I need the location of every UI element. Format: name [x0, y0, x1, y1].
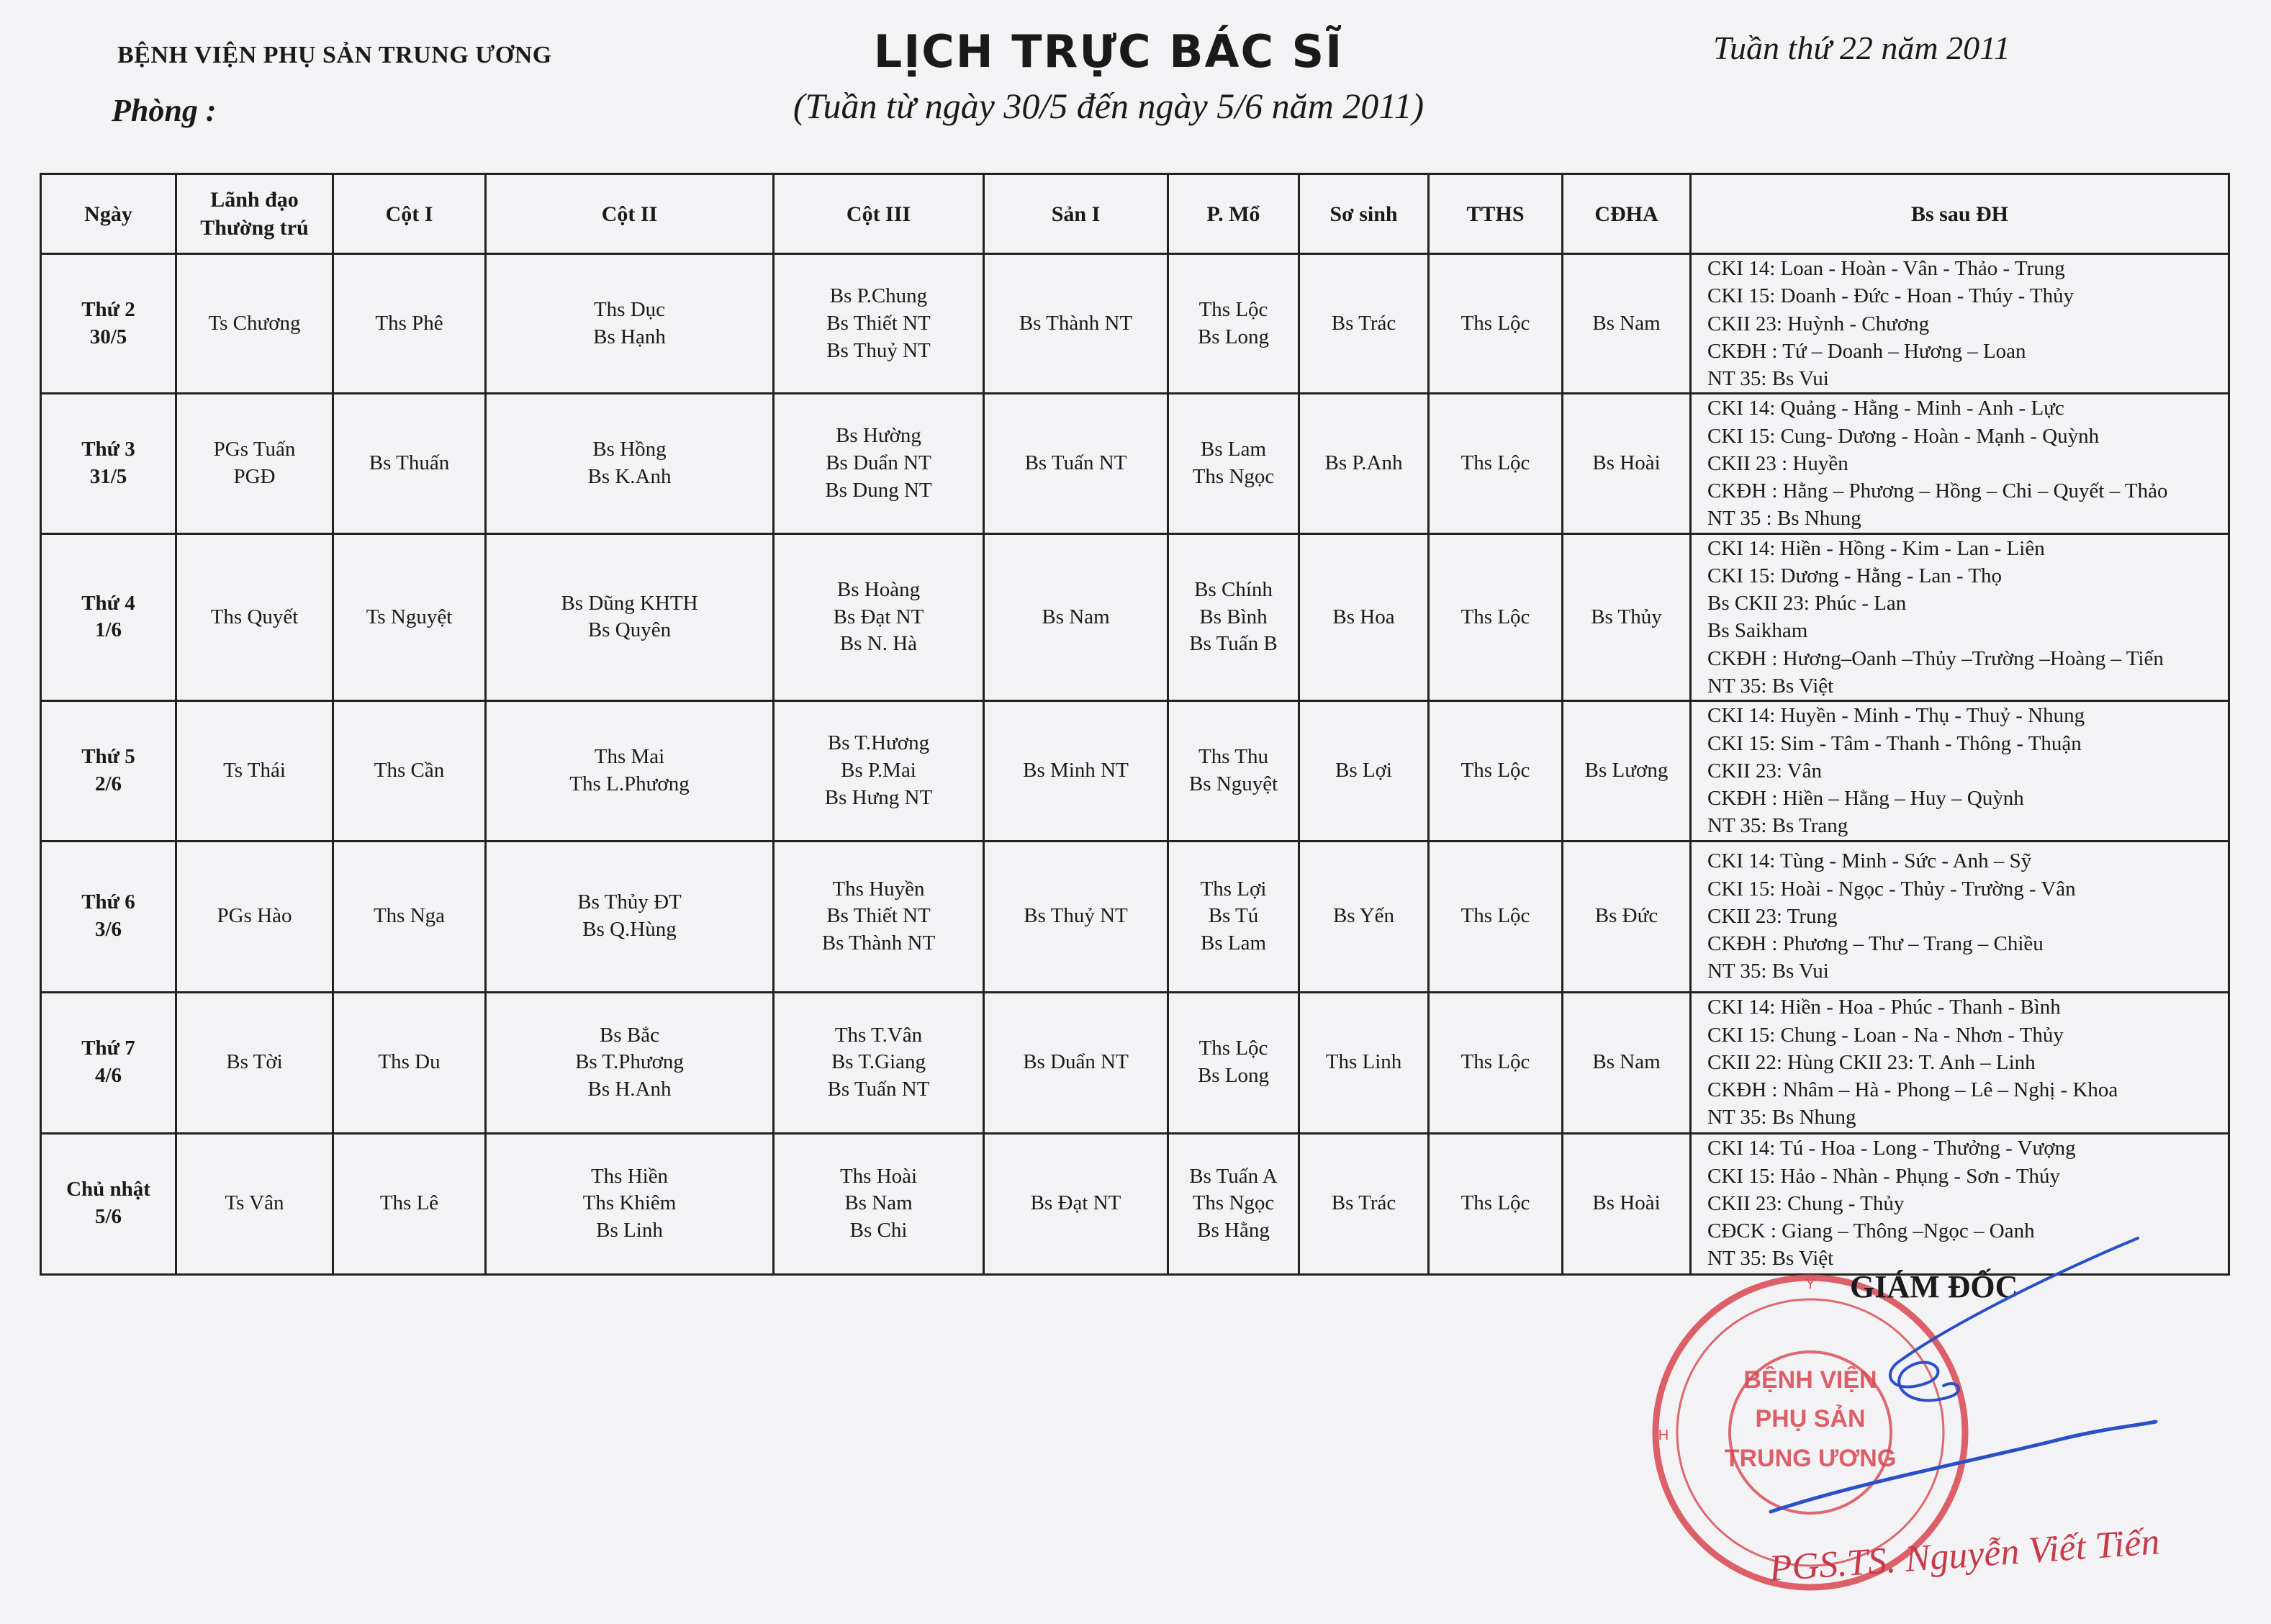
cell-cot1-line: Ts Nguyệt: [366, 605, 453, 628]
cell-pmo-line: Bs Chính: [1194, 577, 1273, 601]
post-grad-cell-line: CKI 15: Hảo - Nhàn - Phụng - Sơn - Thúy: [1707, 1164, 2061, 1188]
cell-cot2: [486, 533, 774, 701]
cell-cdha-line: Bs Nam: [1592, 311, 1661, 335]
cell-lanh-dao: [176, 254, 333, 394]
cell-cot1: [333, 533, 486, 701]
post-grad-cell-line: Bs Saikham: [1707, 619, 1808, 643]
cell-pmo: [1168, 394, 1299, 533]
cell-cot2-line: Bs T.Phương: [575, 1050, 684, 1074]
post-grad-cell-line: CKĐH : Hương–Oanh –Thủy –Trường –Hoàng – Tiến: [1707, 646, 2164, 670]
cell-cot2: [486, 701, 774, 841]
col-header-sosinh: Sơ sinh: [1299, 174, 1429, 254]
cell-pmo: [1168, 254, 1299, 394]
director-title: GIÁM ĐỐC: [1850, 1269, 2018, 1304]
cell-cot2: [486, 254, 774, 394]
cell-cot1-line: Bs Thuấn: [369, 451, 450, 475]
schedule-body: [41, 254, 2229, 1275]
cell-pmo-line: Bs Hằng: [1197, 1218, 1270, 1242]
cell-pmo-line: Bs Bình: [1199, 605, 1268, 628]
post-grad-cell-line: CKĐH : Phương – Thư – Trang – Chiều: [1707, 932, 2044, 956]
table-row: [41, 841, 2229, 992]
cell-cot2-line: Ths Khiêm: [582, 1191, 677, 1215]
cell-tths: [1429, 533, 1563, 701]
stamp-line-1: BỆNH VIỆN: [1743, 1366, 1877, 1394]
col-header-cot1: Cột I: [333, 174, 486, 254]
cell-tths: [1429, 254, 1563, 394]
col-header-bs-sau-dh: Bs sau ĐH: [1691, 174, 2229, 254]
cell-pmo-line: Bs Nguyệt: [1188, 772, 1278, 795]
cell-cdha: [1563, 254, 1691, 394]
cell-pmo-line: Bs Tú: [1208, 904, 1259, 928]
cell-cot1: [333, 394, 486, 533]
post-grad-cell-line: CKĐH : Hiền – Hằng – Huy – Quỳnh: [1707, 787, 2024, 811]
cell-san1-line: Bs Thuỷ NT: [1024, 904, 1128, 928]
post-grad-cell-line: NT 35 : Bs Nhung: [1707, 507, 1861, 531]
cell-cdha: [1563, 841, 1691, 992]
cell-cot2-line: Bs Quyên: [587, 618, 672, 642]
cell-sosinh: [1299, 992, 1429, 1133]
cell-tths-line: Ths Lộc: [1460, 1191, 1530, 1215]
post-grad-cell-line: CKI 15: Doanh - Đức - Hoan - Thúy - Thủy: [1707, 284, 2074, 308]
post-grad-cell-line: CKII 23: Trung: [1707, 904, 1838, 928]
cell-cot1: [333, 841, 486, 992]
day-cell-line: 4/6: [94, 1064, 122, 1088]
cell-pmo-line: Ths Lộc: [1198, 297, 1268, 321]
cell-san1-line: Bs Minh NT: [1023, 759, 1129, 782]
cell-lanh-dao-line: Bs Tời: [226, 1050, 283, 1074]
cell-cdha-line: Bs Nam: [1592, 1050, 1661, 1074]
cell-cdha: [1563, 394, 1691, 533]
cell-lanh-dao-line: PGĐ: [233, 464, 276, 488]
post-grad-cell: [1691, 992, 2229, 1133]
post-grad-cell-line: CKII 23: Huỳnh - Chương: [1707, 312, 1930, 335]
svg-text:Y: Y: [1805, 1276, 1815, 1292]
cell-san1-line: Bs Tuấn NT: [1024, 451, 1127, 475]
cell-cot2-line: Ths Hiền: [590, 1164, 669, 1188]
handwritten-signature: [1713, 1224, 2159, 1533]
cell-cot3-line: Bs Tuấn NT: [827, 1077, 930, 1101]
post-grad-cell-line: Bs CKII 23: Phúc - Lan: [1707, 592, 1907, 615]
day-cell-line: 30/5: [89, 325, 127, 348]
cell-lanh-dao: [176, 701, 333, 841]
hospital-name: BỆNH VIỆN PHỤ SẢN TRUNG ƯƠNG: [117, 42, 552, 68]
cell-sosinh: [1299, 1133, 1429, 1274]
cell-san1-line: Bs Thành NT: [1019, 311, 1133, 335]
cell-san1-line: Bs Nam: [1042, 605, 1110, 628]
cell-cot3-line: Bs Chi: [849, 1218, 908, 1242]
cell-cot3-line: Bs Hường: [836, 424, 921, 448]
cell-tths-line: Ths Lộc: [1460, 904, 1530, 928]
cell-lanh-dao: [176, 841, 333, 992]
cell-lanh-dao: [176, 394, 333, 533]
post-grad-cell-line: CKI 15: Chung - Loan - Na - Nhơn - Thủy: [1707, 1023, 2064, 1047]
col-header-ngay: Ngày: [41, 174, 176, 254]
post-grad-cell-line: NT 35: Bs Vui: [1707, 367, 1829, 391]
day-cell: [41, 1133, 176, 1274]
col-header-cot2: Cột II: [486, 174, 774, 254]
cell-lanh-dao-line: Ths Quyết: [210, 605, 299, 628]
cell-cdha-line: Bs Thủy: [1591, 605, 1662, 628]
table-row: [41, 254, 2229, 394]
cell-cot2-line: Bs Dũng KHTH: [561, 591, 698, 615]
cell-cot3-line: Bs Nam: [844, 1191, 913, 1215]
week-label: Tuần thứ 22 năm 2011: [1713, 30, 2010, 66]
post-grad-cell-line: NT 35: Bs Trang: [1707, 814, 1848, 838]
post-grad-cell-line: NT 35: Bs Việt: [1707, 1247, 1834, 1271]
table-row: [41, 533, 2229, 701]
cell-tths-line: Ths Lộc: [1460, 1050, 1530, 1074]
cell-sosinh-line: Bs P.Anh: [1324, 451, 1403, 475]
cell-cot3: [774, 701, 984, 841]
cell-lanh-dao-line: PGs Tuấn: [213, 438, 296, 461]
cell-sosinh: [1299, 841, 1429, 992]
cell-cot2-line: Bs Bắc: [600, 1023, 659, 1047]
cell-cot2-line: Bs Thủy ĐT: [577, 890, 682, 914]
cell-cot3-line: Bs Thiết NT: [826, 904, 931, 928]
cell-sosinh-line: Ths Linh: [1325, 1050, 1402, 1074]
cell-cot1-line: Ths Nga: [373, 904, 446, 928]
cell-pmo-line: Ths Ngọc: [1192, 1191, 1275, 1215]
cell-san1-line: Bs Đạt NT: [1030, 1191, 1121, 1215]
cell-lanh-dao-line: PGs Hào: [217, 904, 292, 928]
page-title: LỊCH TRỰC BÁC SĨ: [873, 25, 1344, 78]
cell-san1: [984, 701, 1168, 841]
stamp-line-3: TRUNG ƯƠNG: [1724, 1444, 1897, 1472]
cell-sosinh: [1299, 394, 1429, 533]
cell-cot2: [486, 394, 774, 533]
cell-sosinh-line: Bs Trác: [1331, 1191, 1396, 1215]
page-subtitle: (Tuần từ ngày 30/5 đến ngày 5/6 năm 2011): [793, 86, 1425, 126]
cell-pmo: [1168, 533, 1299, 701]
post-grad-cell: [1691, 533, 2229, 701]
room-label: Phòng :: [112, 93, 217, 128]
cell-cot3-line: Ths T.Vân: [834, 1023, 923, 1047]
col-header-cdha: CĐHA: [1563, 174, 1691, 254]
post-grad-cell-line: CKII 22: Hùng CKII 23: T. Anh – Linh: [1707, 1050, 2036, 1074]
cell-cot2-line: Bs H.Anh: [587, 1077, 672, 1101]
signer-name: PGS.TS. Nguyễn Viết Tiến: [1767, 1521, 2162, 1590]
cell-tths-line: Ths Lộc: [1460, 311, 1530, 335]
cell-cot2-line: Bs Hồng: [592, 438, 667, 461]
cell-cot1-line: Ths Du: [378, 1050, 441, 1074]
cell-cdha: [1563, 1133, 1691, 1274]
cell-cot1: [333, 701, 486, 841]
cell-lanh-dao: [176, 533, 333, 701]
table-row: [41, 992, 2229, 1133]
cell-san1: [984, 841, 1168, 992]
cell-san1: [984, 254, 1168, 394]
post-grad-cell-line: CKI 14: Quảng - Hằng - Minh - Anh - Lực: [1707, 397, 2064, 420]
col-header-pmo: P. Mổ: [1168, 174, 1299, 254]
post-grad-cell: [1691, 254, 2229, 394]
cell-cot2-line: Ths Mai: [594, 745, 665, 769]
cell-sosinh-line: Bs Hoa: [1332, 605, 1395, 628]
cell-cot3-line: Bs Thành NT: [821, 931, 936, 955]
table-row: [41, 701, 2229, 841]
cell-cot3: [774, 533, 984, 701]
post-grad-cell-line: CKĐH : Tứ – Doanh – Hương – Loan: [1707, 339, 2026, 363]
post-grad-cell-line: CKI 15: Hoài - Ngọc - Thủy - Trường - Vân: [1707, 877, 2076, 901]
cell-pmo-line: Bs Long: [1197, 1064, 1270, 1088]
post-grad-cell-line: CKI 14: Loan - Hoàn - Vân - Thảo - Trung: [1707, 257, 2065, 280]
day-cell: [41, 841, 176, 992]
post-grad-cell-line: NT 35: Bs Nhung: [1707, 1106, 1856, 1129]
post-grad-cell-line: CKĐH : Nhâm – Hà - Phong – Lê – Nghị - Khoa: [1707, 1078, 2118, 1102]
cell-sosinh: [1299, 254, 1429, 394]
post-grad-cell-line: CKI 14: Tú - Hoa - Long - Thưởng - Vượng: [1707, 1137, 2076, 1160]
post-grad-cell-line: NT 35: Bs Vui: [1707, 960, 1829, 983]
cell-pmo: [1168, 1133, 1299, 1274]
post-grad-cell-line: CKI 14: Hiền - Hoa - Phúc - Thanh - Bình: [1707, 996, 2061, 1019]
cell-lanh-dao-line: Ts Thái: [223, 759, 286, 782]
cell-sosinh: [1299, 701, 1429, 841]
cell-cot3: [774, 394, 984, 533]
day-cell-line: 3/6: [94, 918, 122, 942]
cell-cdha-line: Bs Hoài: [1592, 1191, 1661, 1215]
cell-cdha-line: Bs Đức: [1594, 904, 1658, 928]
cell-tths: [1429, 394, 1563, 533]
cell-cot1: [333, 1133, 486, 1274]
cell-cot1-line: Ths Phê: [375, 311, 443, 335]
cell-cot3: [774, 1133, 984, 1274]
cell-pmo-line: Ths Lợi: [1200, 877, 1267, 901]
cell-tths: [1429, 992, 1563, 1133]
post-grad-cell-line: CĐCK : Giang – Thông –Ngọc – Oanh: [1707, 1219, 2035, 1243]
cell-sosinh-line: Bs Yến: [1332, 904, 1395, 928]
cell-cot3: [774, 841, 984, 992]
cell-tths-line: Ths Lộc: [1460, 759, 1530, 782]
col-header-lanh-dao: [176, 174, 333, 254]
svg-text:H: H: [1658, 1427, 1669, 1443]
cell-cdha: [1563, 533, 1691, 701]
cell-cot2-line: Bs Hạnh: [593, 325, 666, 348]
cell-cot3-line: Bs Hoàng: [836, 577, 921, 601]
cell-pmo-line: Ths Thu: [1198, 745, 1268, 769]
cell-san1: [984, 992, 1168, 1133]
cell-cot3-line: Bs P.Chung: [829, 284, 928, 308]
cell-san1: [984, 1133, 1168, 1274]
cell-cot2-line: Ths L.Phương: [569, 772, 690, 795]
cell-cdha: [1563, 701, 1691, 841]
post-grad-cell: [1691, 394, 2229, 533]
post-grad-cell-line: CKI 14: Huyền - Minh - Thụ - Thuỷ - Nhung: [1707, 704, 2085, 728]
cell-pmo-line: Ths Lộc: [1198, 1037, 1268, 1060]
day-cell-line: Thứ 3: [81, 438, 135, 461]
cell-cot2-line: Bs Linh: [596, 1218, 663, 1242]
day-cell-line: Thứ 7: [81, 1037, 135, 1060]
day-cell-line: Thứ 5: [81, 745, 135, 769]
cell-lanh-dao-line: Ts Chương: [208, 311, 301, 335]
cell-cot2: [486, 992, 774, 1133]
cell-cot3: [774, 254, 984, 394]
cell-cot1-line: Ths Lê: [379, 1191, 439, 1215]
post-grad-cell-line: NT 35: Bs Việt: [1707, 674, 1834, 698]
post-grad-cell-line: CKII 23 : Huyền: [1707, 451, 1848, 475]
post-grad-cell-line: CKII 23: Chung - Thủy: [1707, 1191, 1905, 1215]
day-cell-line: 5/6: [94, 1205, 122, 1229]
col-header-san1: Sản I: [984, 174, 1168, 254]
cell-cot3-line: Bs Thiết NT: [826, 311, 931, 335]
cell-sosinh: [1299, 533, 1429, 701]
cell-cot1-line: Ths Cần: [374, 759, 445, 782]
cell-pmo-line: Bs Lam: [1200, 931, 1267, 955]
cell-cot2: [486, 1133, 774, 1274]
cell-cot3-line: Bs Đạt NT: [833, 605, 924, 628]
post-grad-cell-line: CKI 15: Cung- Dương - Hoàn - Mạnh - Quỳnh: [1707, 424, 2100, 448]
cell-cot3-line: Bs Hưng NT: [824, 785, 933, 809]
cell-tths: [1429, 1133, 1563, 1274]
cell-tths: [1429, 841, 1563, 992]
cell-cot3-line: Bs Thuỷ NT: [826, 338, 931, 362]
cell-cot3-line: Bs Duẩn NT: [826, 451, 931, 475]
cell-cot3-line: Bs Dung NT: [825, 478, 932, 502]
table-row: [41, 394, 2229, 533]
post-grad-cell-line: CKI 15: Sim - Tâm - Thanh - Thông - Thuận: [1707, 731, 2082, 755]
cell-lanh-dao-line: Ts Vân: [225, 1191, 284, 1215]
cell-cot3: [774, 992, 984, 1133]
col-header-cot3: Cột III: [774, 174, 984, 254]
cell-cdha: [1563, 992, 1691, 1133]
day-cell: [41, 254, 176, 394]
post-grad-cell-line: CKII 23: Vân: [1707, 759, 1822, 782]
day-cell: [41, 533, 176, 701]
cell-tths: [1429, 701, 1563, 841]
cell-pmo-line: Bs Long: [1197, 325, 1270, 348]
cell-tths-line: Ths Lộc: [1460, 451, 1530, 475]
cell-cot3-line: Ths Hoài: [839, 1164, 918, 1188]
day-cell: [41, 701, 176, 841]
post-grad-cell-line: CKĐH : Hằng – Phương – Hồng – Chi – Quyết – Thảo: [1707, 479, 2168, 503]
post-grad-cell: [1691, 701, 2229, 841]
cell-tths-line: Ths Lộc: [1460, 605, 1530, 628]
cell-pmo-line: Bs Tuấn B: [1189, 632, 1278, 656]
day-cell-line: Thứ 6: [81, 890, 135, 914]
cell-cot2: [486, 841, 774, 992]
cell-lanh-dao: [176, 1133, 333, 1274]
cell-cot3-line: Bs T.Giang: [831, 1050, 926, 1074]
cell-cot1: [333, 992, 486, 1133]
cell-pmo-line: Bs Tuấn A: [1189, 1164, 1278, 1188]
cell-cot3-line: Bs P.Mai: [841, 759, 916, 782]
cell-cot2-line: Bs Q.Hùng: [582, 918, 677, 942]
post-grad-cell-line: CKI 14: Tùng - Minh - Sức - Anh – Sỹ: [1707, 849, 2032, 873]
cell-cot3-line: Bs N. Hà: [839, 632, 918, 656]
cell-san1-line: Bs Duẩn NT: [1023, 1050, 1129, 1074]
cell-pmo: [1168, 841, 1299, 992]
cell-san1: [984, 533, 1168, 701]
post-grad-cell: [1691, 841, 2229, 992]
day-cell-line: 2/6: [94, 772, 122, 795]
cell-san1: [984, 394, 1168, 533]
cell-sosinh-line: Bs Lợi: [1335, 759, 1392, 782]
day-cell-line: Chủ nhật: [66, 1178, 150, 1201]
cell-cdha-line: Bs Lương: [1584, 759, 1669, 782]
cell-cot3-line: Ths Huyền: [832, 877, 925, 901]
post-grad-cell-line: CKI 15: Dương - Hằng - Lan - Thọ: [1707, 564, 2003, 587]
day-cell-line: 31/5: [89, 464, 127, 488]
day-cell: [41, 394, 176, 533]
cell-pmo: [1168, 992, 1299, 1133]
post-grad-cell-line: CKI 14: Hiền - Hồng - Kim - Lan - Liên: [1707, 536, 2045, 560]
cell-pmo: [1168, 701, 1299, 841]
cell-pmo-line: Bs Lam: [1200, 438, 1267, 461]
stamp-line-2: PHỤ SẢN: [1755, 1405, 1866, 1433]
cell-cot2-line: Bs K.Anh: [587, 464, 672, 488]
day-cell-line: Thứ 4: [81, 591, 135, 615]
col-header-lanh-dao-text: Lãnh đạo Thường trú: [200, 188, 309, 240]
cell-sosinh-line: Bs Trác: [1331, 311, 1396, 335]
cell-lanh-dao: [176, 992, 333, 1133]
day-cell-line: 1/6: [94, 618, 122, 642]
duty-schedule-table: [40, 173, 2230, 1276]
cell-cdha-line: Bs Hoài: [1592, 451, 1661, 475]
cell-cot1: [333, 254, 486, 394]
cell-pmo-line: Ths Ngọc: [1192, 464, 1275, 488]
day-cell: [41, 992, 176, 1133]
cell-cot2-line: Ths Dục: [593, 297, 666, 321]
col-header-tths: TTHS: [1429, 174, 1563, 254]
cell-cot3-line: Bs T.Hương: [827, 731, 930, 755]
header-row: [41, 174, 2229, 254]
day-cell-line: Thứ 2: [81, 297, 135, 321]
